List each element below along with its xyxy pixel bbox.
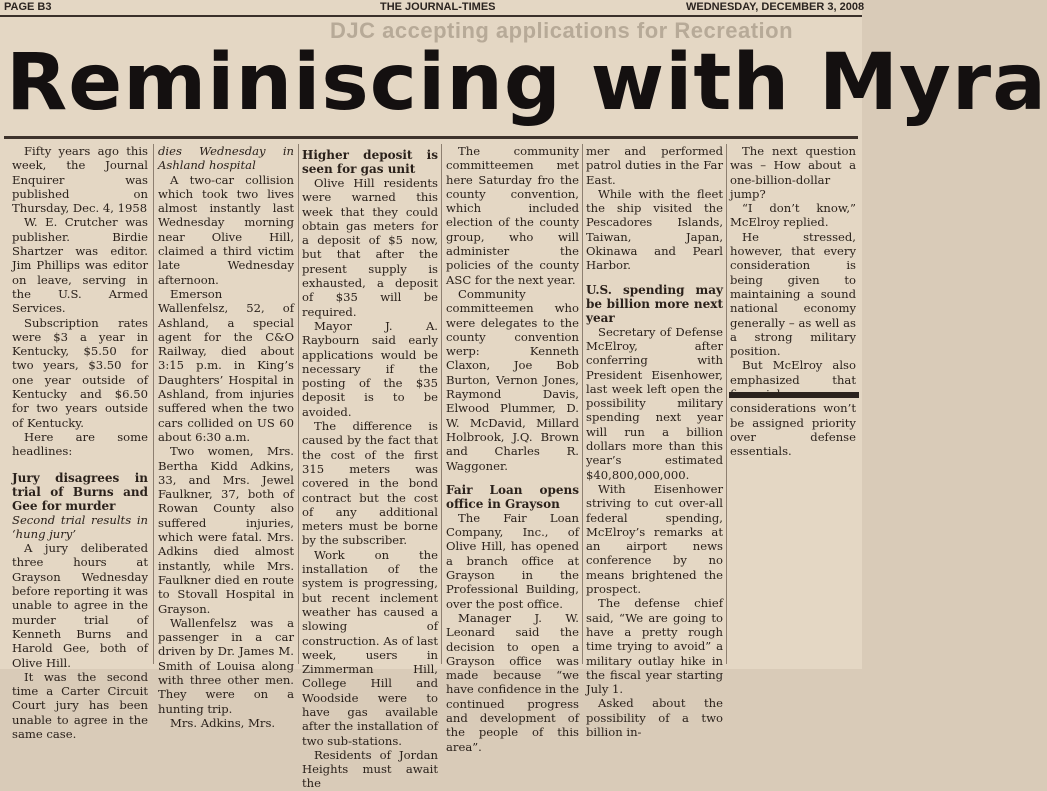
end-rule bbox=[729, 392, 859, 398]
paragraph: Secretary of Defense McElroy, after conferring with President Eisenhower, last week left open the possibility military spending next year will run a billion dollars more than this year’s estimated $40,800,000,000. bbox=[586, 324, 723, 482]
column-divider bbox=[153, 144, 154, 664]
headline-rule bbox=[4, 136, 858, 139]
paragraph: The community committeemen met here Saturday fro the county convention, which included election of the county group, who will administer the policies of the county ASC for the next year. bbox=[446, 144, 579, 287]
paragraph: A jury deliberated three hours at Grayson Wednesday before reporting it was unable to agree in the murder trial of Kenneth Burns and Harold Gee, both of Olive Hill. bbox=[12, 541, 148, 670]
column-divider bbox=[726, 144, 727, 664]
paragraph: Two women, Mrs. Bertha Kidd Adkins, 33, and Mrs. Jewel Faulkner, 37, both of Rowan County also suffered injuries, which were fatal. Mrs. Adkins died almost instantly, while Mrs. Faulkner died en route to Stovall Hospital in Grayson. bbox=[158, 444, 294, 616]
paragraph: He stressed, however, that every consideration is being given to maintaining a sound national economy generally – as well as a strong military position. bbox=[730, 229, 856, 359]
header-rule bbox=[0, 15, 862, 17]
column-2 bbox=[158, 144, 294, 730]
issue-date: WEDNESDAY, DECEMBER 3, 2008 bbox=[686, 1, 865, 13]
column-1 bbox=[12, 144, 148, 741]
paragraph: Community committeemen who were delegates to the county convention werp: Kenneth Claxon, Joe Bob Burton, Vernon Jones, Raymond Davis, Elwood Plummer, D. W. McDavid, Millard Holbrook, J.Q. Brown and Charles R. Waggoner. bbox=[446, 286, 579, 473]
column-divider bbox=[582, 144, 583, 664]
paragraph: While with the fleet the ship visited the Pescadores Islands, Taiwan, Japan, Okinawa and Pearl Harbor. bbox=[586, 186, 723, 273]
paragraph: The defense chief said, “We are going to have a pretty rough time trying to avoid” a military outlay hike in the fiscal year starting July 1. bbox=[586, 596, 723, 697]
paragraph: Mrs. Adkins, Mrs. bbox=[170, 715, 276, 730]
subheadline: Jury disagrees in trial of Burns and Gee for murder bbox=[12, 470, 148, 513]
paragraph: mer and performed patrol duties in the Far East. bbox=[586, 144, 723, 187]
subheadline-deck: Second trial results in ‘hung jury’ bbox=[12, 512, 148, 541]
paragraph: A two-car collision which took two lives almost instantly last Wednesday morning near Olive Hill, claimed a third victim late Wednesday afternoon. bbox=[158, 172, 294, 287]
paragraph: W. E. Crutcher was publisher. Birdie Shartzer was editor. Jim Phillips was editor on leave, serving in the U.S. Armed Services. bbox=[12, 215, 148, 316]
column-5 bbox=[586, 144, 723, 739]
paragraph: Asked about the possibility of a two billion in- bbox=[586, 696, 723, 739]
paragraph: The Fair Loan Company, Inc., of Olive Hill, has opened a branch office at Grayson in the Professional Building, over the post office. bbox=[446, 510, 579, 611]
subheadline-deck: dies Wednesday in Ashland hospital bbox=[158, 144, 294, 173]
paragraph: Residents of Jordan Heights must await the bbox=[302, 747, 438, 791]
paragraph: Emerson Wallenfelsz, 52, of Ashland, a special agent for the C&O Railway, died about 3:15 p.m. in King’s Daughters’ Hospital in Ashland, from injuries suffered when the two cars collided on US 60 about 6:30 a.m. bbox=[158, 286, 294, 444]
subheadline: Higher deposit is seen for gas unit bbox=[302, 148, 438, 176]
paragraph: Here are some headlines: bbox=[12, 429, 148, 459]
paragraph: The difference is caused by the fact that the cost of the first 315 meters was covered in the bond contract but the cost of any additional meters must be borne by the subscriber. bbox=[302, 419, 438, 548]
page-header bbox=[0, 0, 865, 14]
paragraph: Olive Hill residents were warned this week that they could obtain gas meters for a deposit of $5 now, but that after the present supply is exhausted, a deposit of $35 will be required. bbox=[302, 176, 438, 319]
paragraph: Fifty years ago this week, the Journal Enquirer was published on Thursday, Dec. 4, 1958 bbox=[12, 144, 148, 216]
paragraph: Wallenfelsz was a passenger in a car driven by Dr. James M. Smith of Louisa along with three other men. They were on a hunting trip. bbox=[158, 615, 294, 716]
subheadline: Fair Loan opens office in Grayson bbox=[446, 482, 579, 511]
paragraph: With Eisenhower striving to cut over-all federal spending, McElroy’s remarks at an airport news conference by no means brightened the prospect. bbox=[586, 481, 723, 597]
paragraph: Subscription rates were $3 a year in Kentucky, $5.50 for two years, $3.50 for one year outside of Kentucky and $6.50 for two years outside of Kentucky. bbox=[12, 315, 148, 430]
column-divider bbox=[298, 144, 299, 664]
bleed-through-text: DJC accepting applications for Recreation bbox=[330, 18, 794, 43]
paragraph: But McElroy also emphasized that considerations won’t be assigned priority over defense essentials. bbox=[730, 358, 856, 459]
column-3 bbox=[302, 144, 438, 791]
column-6 bbox=[730, 144, 856, 459]
column-divider bbox=[441, 144, 442, 664]
headline: Reminiscing with Myra bbox=[6, 38, 1047, 128]
paper-name: THE JOURNAL-TIMES bbox=[380, 1, 496, 13]
paragraph: Mayor J. A. Raybourn said early applications would be necessary if the posting of the $35 deposit is to be avoided. bbox=[302, 318, 438, 419]
paragraph: Manager J. W. Leonard said the decision to open a Grayson office was made because “we have confidence in the continued progress and development of the people of this area”. bbox=[446, 610, 579, 754]
page-number: PAGE B3 bbox=[4, 1, 52, 13]
subheadline: U.S. spending may be billion more next year bbox=[586, 282, 723, 325]
paragraph: The next question was – How about a one-billion-dollar jump? bbox=[730, 144, 856, 201]
column-4 bbox=[446, 144, 579, 754]
paragraph: Work on the installation of the system is progressing, but recent inclement weather has caused a slowing of construction. As of last week, users in Zimmerman Hill, College Hill and Woodside were to have gas available after the installation of two sub-stations. bbox=[302, 547, 438, 748]
paragraph: “I don’t know,” McElroy replied. bbox=[730, 201, 856, 230]
paragraph: It was the second time a Carter Circuit Court jury has been unable to agree in the same case. bbox=[12, 669, 148, 741]
